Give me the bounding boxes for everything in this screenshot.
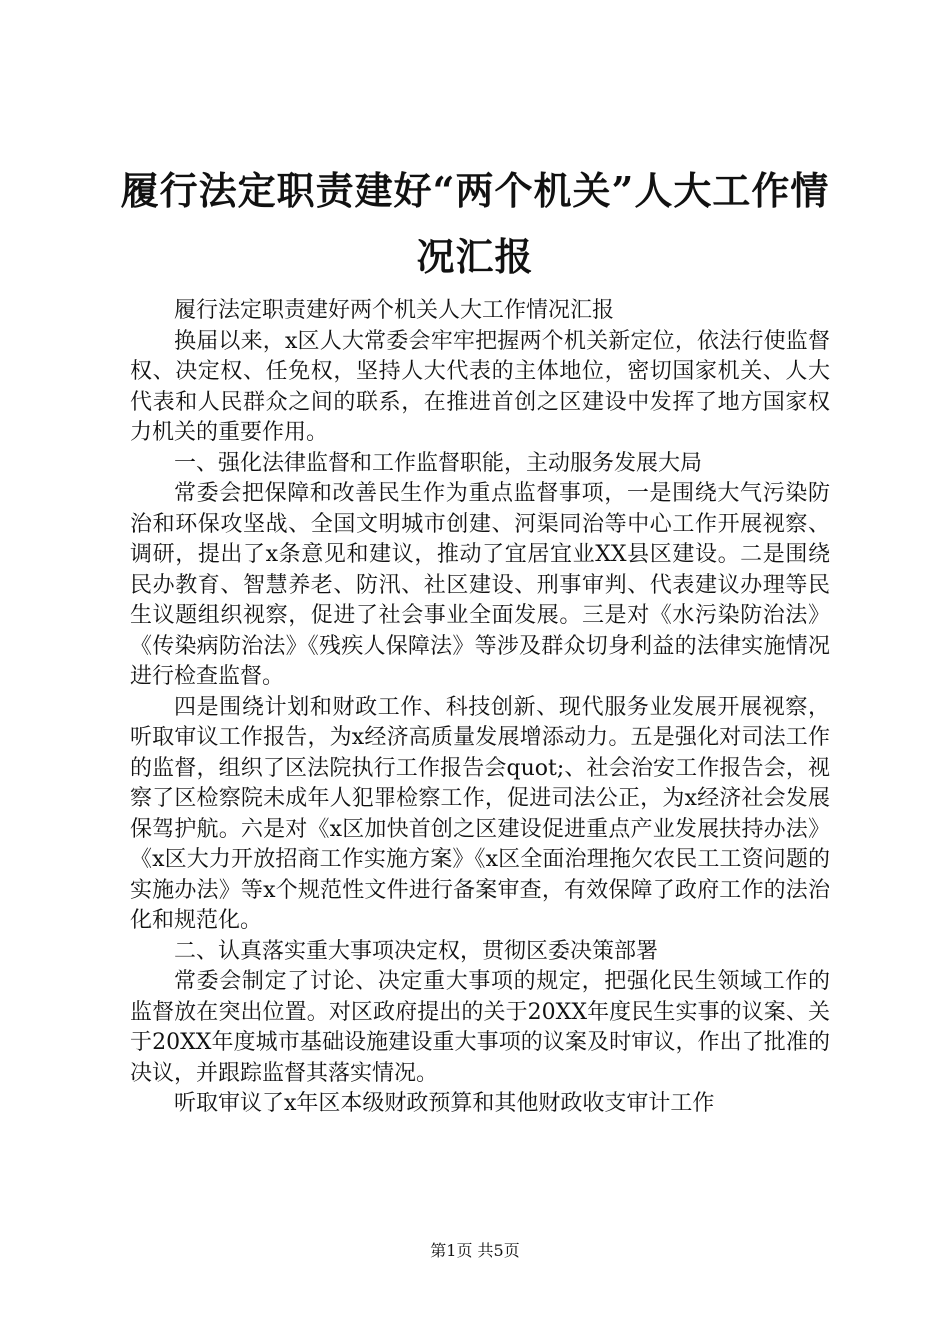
paragraph-subtitle: 履行法定职责建好两个机关人大工作情况汇报 — [174, 298, 615, 323]
document-title: 履行法定职责建好“两个机关”人大工作情况汇报 — [120, 168, 830, 279]
paragraph-intro: 换届以来，x区人大常委会牢牢把握两个机关新定位，依法行使监督权、决定权、任免权，坚持人大代表的主体地位，密切国家机关、人大代表和人民群众之间的联系，在推进首创之区建设中发挥了地方国家权力机关的重要作用。 — [130, 328, 830, 445]
paragraph-body: 常委会制定了讨论、决定重大事项的规定，把强化民生领域工作的监督放在突出位置。对区政府提出的关于20XX年度民生实事的议案、关于20XX年度城市基础设施建设重大事项的议案及时审议，作出了批准的决议，并跟踪监督其落实情况。 — [130, 969, 830, 1086]
page-footer: 第1页 共5页 — [430, 1241, 520, 1260]
section-heading-1: 一、强化法律监督和工作监督职能，主动服务发展大局 — [174, 450, 703, 476]
paragraph-body: 听取审议了x年区本级财政预算和其他财政收支审计工作 — [174, 1091, 715, 1116]
paragraph-body: 四是围绕计划和财政工作、科技创新、现代服务业发展开展视察，听取审议工作报告，为x经济高质量发展增添动力。五是强化对司法工作的监督，组织了区法院执行工作报告会quot;、社会治安工作报告会，视察了区检察院未成年人犯罪检察工作，促进司法公正，为x经济社会发展保驾护航。六是对《x区加快首创之区建设促进重点产业发展扶持办法》《x区大力开放招商工作实施方案》《x区全面治理拖欠农民工工资问题的实施办法》等x个规范性文件进行备案审查，有效保障了政府工作的法治化和规范化。 — [130, 694, 830, 933]
section-heading-2: 二、认真落实重大事项决定权，贯彻区委决策部署 — [174, 938, 659, 964]
document-body — [130, 296, 830, 1120]
paragraph-body: 常委会把保障和改善民生作为重点监督事项，一是围绕大气污染防治和环保攻坚战、全国文明城市创建、河渠同治等中心工作开展视察、调研，提出了x条意见和建议，推动了宜居宜业XX县区建设。二是围绕民办教育、智慧养老、防汛、社区建设、刑事审判、代表建议办理等民生议题组织视察，促进了社会事业全面发展。三是对《水污染防治法》《传染病防治法》《残疾人保障法》等涉及群众切身利益的法律实施情况进行检查监督。 — [130, 481, 830, 689]
